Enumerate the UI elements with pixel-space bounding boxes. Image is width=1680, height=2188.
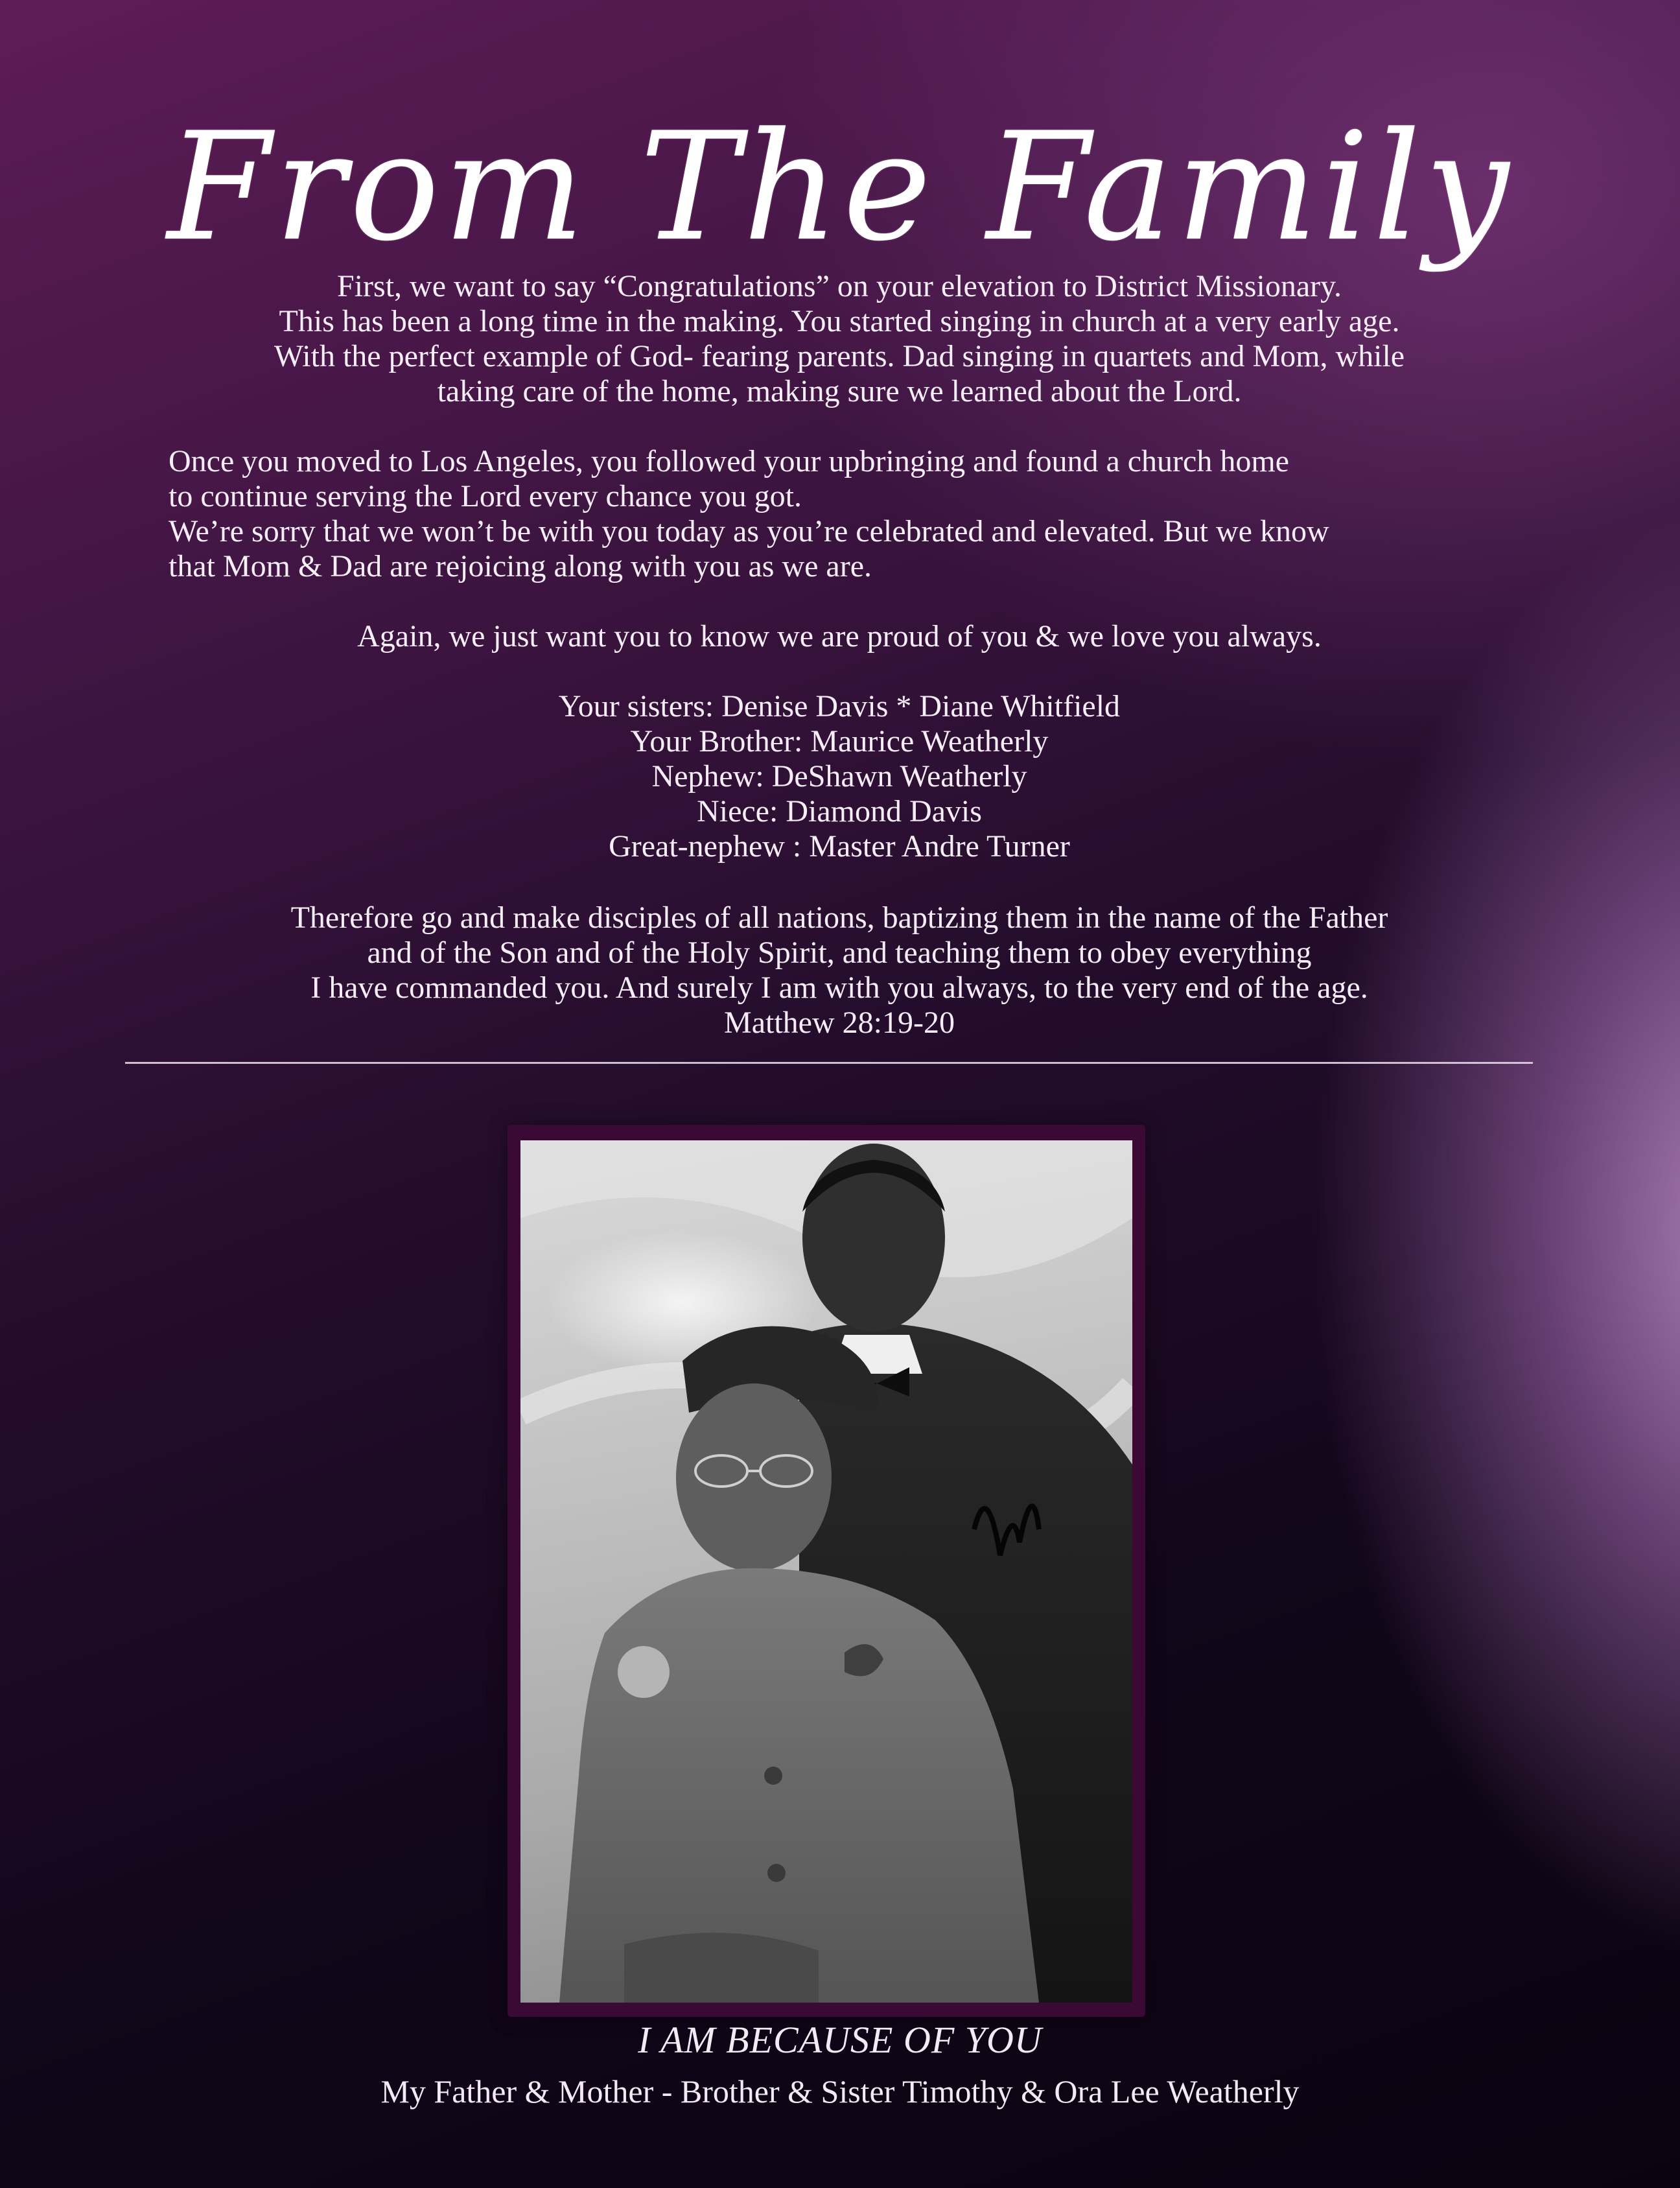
paragraph-line: First, we want to say “Congratulations” on your elevation to District Missionary. xyxy=(337,269,1342,303)
los-angeles-paragraph xyxy=(169,444,1510,584)
scripture-quote xyxy=(169,900,1510,1041)
parents-portrait-photo xyxy=(520,1140,1132,2003)
flower-brooch xyxy=(618,1646,670,1698)
caption-title: I AM BECAUSE OF YOU xyxy=(638,2019,1042,2061)
divider-line xyxy=(125,1062,1533,1064)
scripture-line: I have commanded you. And surely I am with you always, to the very end of the age. xyxy=(310,970,1368,1005)
congratulations-paragraph xyxy=(169,269,1510,409)
photo-frame xyxy=(508,1125,1145,2017)
scripture-line: and of the Son and of the Holy Spirit, and teaching them to obey everything xyxy=(367,935,1312,970)
family-member-line: Nephew: DeShawn Weatherly xyxy=(651,759,1027,794)
scripture-line: Therefore go and make disciples of all nations, baptizing them in the name of the Father xyxy=(290,900,1388,935)
paragraph-line: Again, we just want you to know we are proud of you & we love you always. xyxy=(357,619,1322,653)
paragraph-line: that Mom & Dad are rejoicing along with you as we are. xyxy=(169,549,872,583)
family-member-line: Your Brother: Maurice Weatherly xyxy=(630,724,1049,759)
paragraph-line: With the perfect example of God- fearing parents. Dad singing in quartets and Mom, while xyxy=(274,339,1405,373)
paragraph-line: Once you moved to Los Angeles, you followed your upbringing and found a church home xyxy=(169,444,1289,478)
paragraph-line: This has been a long time in the making. You started singing in church at a very early age. xyxy=(279,304,1400,338)
paragraph-line: taking care of the home, making sure we learned about the Lord. xyxy=(437,374,1242,408)
paragraph-line: to continue serving the Lord every chance you got. xyxy=(169,479,802,513)
family-member-line: Niece: Diamond Davis xyxy=(697,794,982,829)
page-title: From The Family xyxy=(167,101,1513,274)
paragraph-line: We’re sorry that we won’t be with you today as you’re celebrated and elevated. But we know xyxy=(169,514,1329,548)
scripture-reference: Matthew 28:19-20 xyxy=(724,1006,955,1040)
portrait-illustration xyxy=(520,1140,1132,2003)
family-member-line: Great-nephew : Master Andre Turner xyxy=(609,829,1070,864)
family-signatures xyxy=(169,689,1510,864)
caption-subtitle: My Father & Mother - Brother & Sister Timothy & Ora Lee Weatherly xyxy=(380,2073,1300,2110)
love-paragraph xyxy=(169,619,1510,654)
family-member-line: Your sisters: Denise Davis * Diane Whitfield xyxy=(558,689,1121,723)
